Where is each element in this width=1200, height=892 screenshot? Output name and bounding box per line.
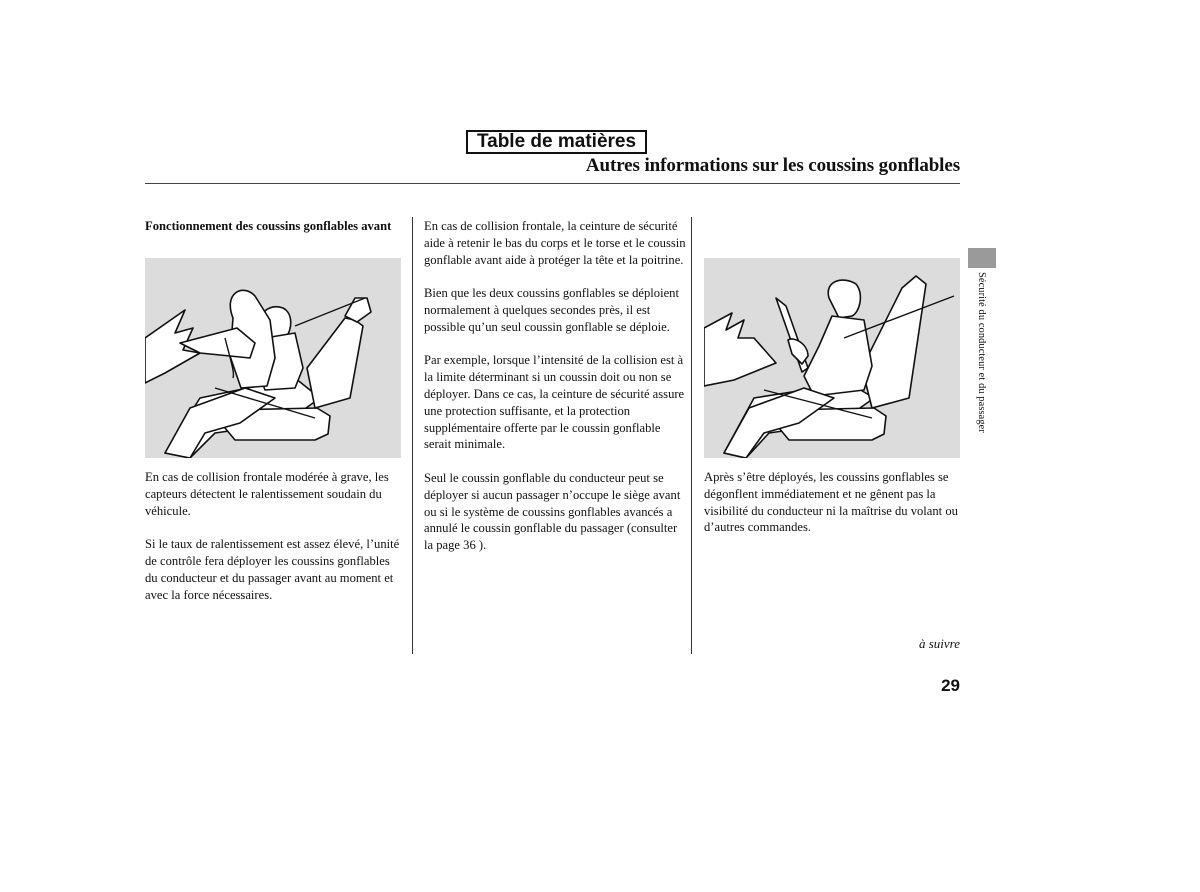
- section-tab-marker: [968, 248, 996, 268]
- driver-airbag-deployed-illustration: [145, 258, 401, 458]
- section-side-label: Sécurité du conducteur et du passager: [976, 272, 987, 433]
- driver-airbag-deflated-drawing: [704, 258, 960, 458]
- body-paragraph: En cas de collision frontale, la ceinture de sécurité aide à retenir le bas du corps et le torse et le coussin gonflable avant aide à protéger la tête et la poitrine.: [424, 219, 686, 267]
- column-left: [145, 218, 403, 243]
- body-paragraph: Par exemple, lorsque l’intensité de la collision est à la limite déterminant si un coussin doit ou non se déployer. Dans ce cas, la ceinture de sécurité assure une protection suffisante, et la protection supplémentaire offerte par le coussin gonflable serait minimale.: [424, 353, 685, 452]
- column-left-body: [145, 469, 403, 620]
- table-of-contents-button[interactable]: Table de matières: [466, 130, 647, 154]
- body-paragraph: Après s’être déployés, les coussins gonflables se dégonflent immédiatement et ne gênent pas la visibilité du conducteur ni la maîtrise du volant ou d’autres commandes.: [704, 470, 958, 535]
- driver-airbag-deployed-drawing: [145, 258, 401, 458]
- body-paragraph: Bien que les deux coussins gonflables se déploient normalement à quelques secondes près, il est possible qu’un seul coussin gonflable se déploie.: [424, 286, 679, 334]
- header-divider: [145, 183, 960, 184]
- column-middle: [424, 218, 686, 571]
- body-paragraph: Seul le coussin gonflable du conducteur peut se déployer si aucun passager n’occupe le siège avant ou si le système de coussins gonflables avancés a annulé le coussin gonflable du passager (consulter la page 36 ).: [424, 470, 681, 553]
- body-paragraph: Si le taux de ralentissement est assez élevé, l’unité de contrôle fera déployer les coussins gonflables du conducteur et du passager avant au moment et avec la force nécessaires.: [145, 537, 400, 602]
- driver-airbag-deflated-illustration: [704, 258, 960, 458]
- section-title: Autres informations sur les coussins gonflables: [585, 155, 960, 176]
- column-right: [704, 469, 962, 553]
- subheading: Fonctionnement des coussins gonflables avant: [145, 219, 392, 233]
- body-paragraph: En cas de collision frontale modérée à grave, les capteurs détectent le ralentissement soudain du véhicule.: [145, 470, 389, 518]
- page-number: 29: [941, 676, 960, 695]
- column-divider: [691, 217, 692, 654]
- continued-note: à suivre: [918, 636, 960, 651]
- column-divider: [412, 217, 413, 654]
